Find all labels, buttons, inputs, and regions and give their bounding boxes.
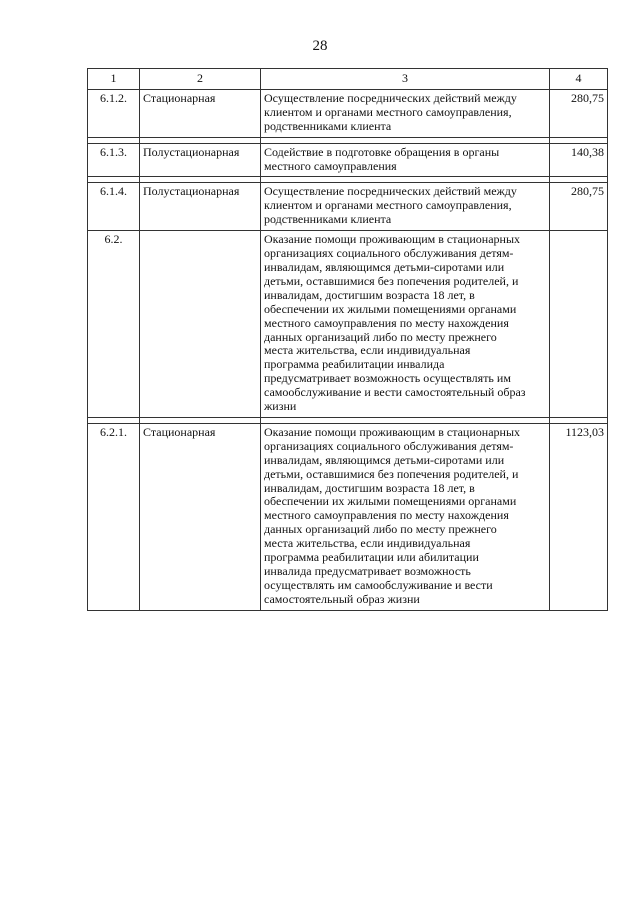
description-line: Оказание помощи проживающим в стационарных: [264, 232, 521, 247]
table-header-row: [88, 69, 608, 90]
tariff-value: 140,38: [550, 143, 608, 177]
description-line: данных организаций либо по месту прежнего: [264, 522, 497, 537]
row-number: 6.1.3.: [88, 143, 140, 177]
tariff-value: 1123,03: [550, 423, 608, 610]
header-cell: 4: [550, 69, 608, 90]
service-form: Полустационарная: [140, 143, 261, 177]
service-form: Стационарная: [140, 423, 261, 610]
description-line: программа реабилитации или абилитации: [264, 550, 479, 565]
header-cell: 3: [261, 69, 550, 90]
header-cell: 2: [140, 69, 261, 90]
description-line: инвалидам, достигшим возраста 18 лет, в: [264, 480, 475, 495]
page-number: 28: [312, 38, 328, 54]
description-line: местного самоуправления: [264, 158, 397, 173]
service-form: Полустационарная: [140, 183, 261, 231]
description-line: детьми, оставшимися без попечения родителей, и: [264, 466, 519, 481]
description-line: Осуществление посреднических действий между: [264, 90, 517, 105]
service-form: Стационарная: [140, 89, 261, 137]
service-description: [261, 89, 550, 137]
description-line: местного самоуправления по месту нахождения: [264, 508, 509, 523]
table-row: [88, 423, 608, 610]
description-line: родственниками клиента: [264, 212, 392, 227]
description-line: клиентом и органами местного самоуправления,: [264, 104, 512, 119]
description-line: инвалидам, являющимся детьми-сиротами или: [264, 259, 505, 274]
tariff-value: 280,75: [550, 89, 608, 137]
description-line: детьми, оставшимися без попечения родителей, и: [264, 273, 519, 288]
service-description: [261, 423, 550, 610]
description-line: Осуществление посреднических действий между: [264, 184, 517, 199]
description-line: местного самоуправления по месту нахождения: [264, 315, 509, 330]
description-line: обеспечении их жилыми помещениями органами: [264, 494, 517, 509]
table-row: [88, 231, 608, 418]
description-line: клиентом и органами местного самоуправления,: [264, 198, 512, 213]
description-line: инвалидам, являющимся детьми-сиротами или: [264, 452, 505, 467]
description-line: предусматривает возможность осуществлять им: [264, 371, 511, 386]
description-line: самостоятельный образ жизни: [264, 591, 420, 606]
table-row: [88, 183, 608, 231]
description-line: организациях социального обслуживания детям-: [264, 438, 514, 453]
description-line: самообслуживание и вести самостоятельный образ: [264, 385, 526, 400]
row-number: 6.2.: [88, 231, 140, 418]
row-number: 6.2.1.: [88, 423, 140, 610]
description-line: организациях социального обслуживания детям-: [264, 246, 514, 261]
description-line: программа реабилитации инвалида: [264, 357, 445, 372]
description-line: инвалидам, достигшим возраста 18 лет, в: [264, 287, 475, 302]
description-line: осуществлять им самообслуживание и вести: [264, 577, 493, 592]
tariff-value: [550, 231, 608, 418]
service-description: [261, 231, 550, 418]
description-line: родственниками клиента: [264, 118, 392, 133]
row-number: 6.1.4.: [88, 183, 140, 231]
service-description: [261, 183, 550, 231]
description-line: инвалида предусматривает возможность: [264, 564, 471, 578]
description-line: Содействие в подготовке обращения в органы: [264, 144, 500, 159]
tariff-value: 280,75: [550, 183, 608, 231]
description-line: данных организаций либо по месту прежнего: [264, 329, 497, 344]
row-number: 6.1.2.: [88, 89, 140, 137]
description-line: обеспечении их жилыми помещениями органами: [264, 301, 517, 316]
table-row: [88, 143, 608, 177]
header-cell: 1: [88, 69, 140, 90]
table-row: [88, 89, 608, 137]
service-description: [261, 143, 550, 177]
services-table: [87, 68, 608, 611]
description-line: жизни: [264, 399, 297, 414]
description-line: Оказание помощи проживающим в стационарных: [264, 424, 521, 439]
description-line: места жительства, если индивидуальная: [264, 536, 471, 551]
description-line: места жительства, если индивидуальная: [264, 343, 471, 358]
service-form: [140, 231, 261, 418]
